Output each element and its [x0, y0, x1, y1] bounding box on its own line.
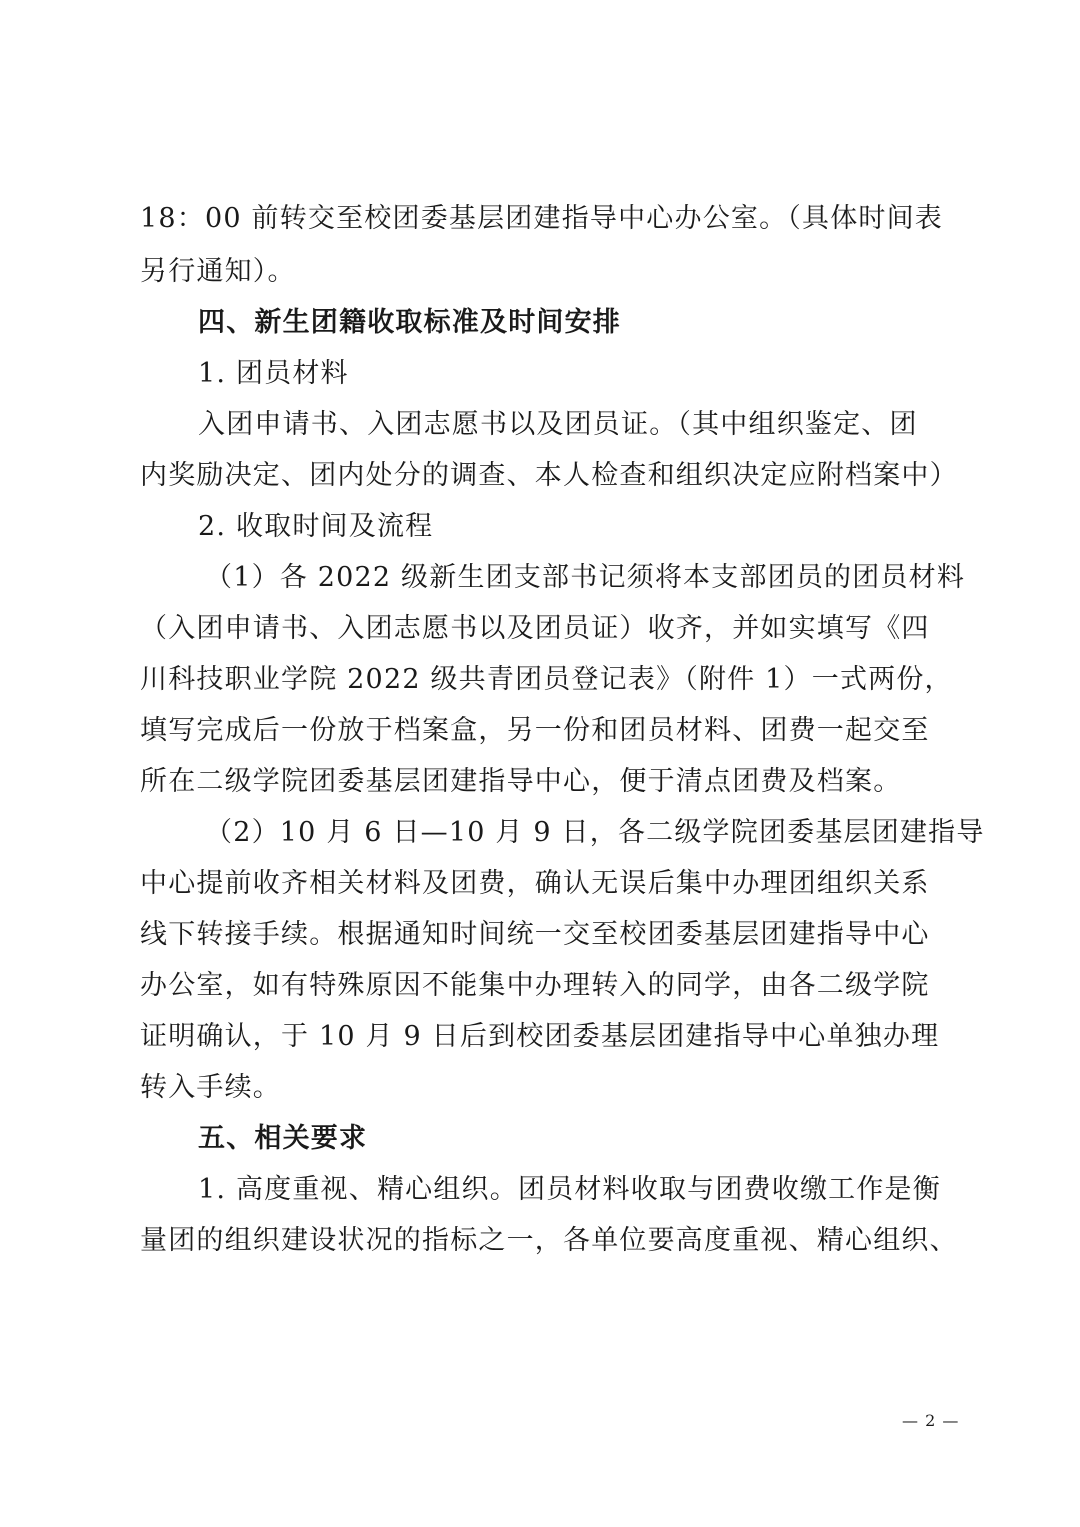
subsection-heading: 1. 团员材料: [198, 358, 349, 389]
paragraph-line: 川科技职业学院 2022 级共青团员登记表》（附件 1）一式两份，: [140, 664, 953, 695]
paragraph-line: 另行通知）。: [140, 256, 296, 287]
paragraph-line: 证明确认，于 10 月 9 日后到校团委基层团建指导中心单独办理: [140, 1021, 940, 1052]
paragraph-line: 18：00 前转交至校团委基层团建指导中心办公室。（具体时间表: [140, 203, 943, 234]
paragraph-line: 1. 高度重视、精心组织。团员材料收取与团费收缴工作是衡: [198, 1174, 941, 1205]
paragraph-line: （入团申请书、入团志愿书以及团员证）收齐，并如实填写《四: [140, 613, 930, 644]
paragraph-line: 办公室，如有特殊原因不能集中办理转入的同学，由各二级学院: [140, 970, 930, 1001]
subsection-heading: 2. 收取时间及流程: [198, 511, 434, 542]
paragraph-line: （2）10 月 6 日—10 月 9 日，各二级学院团委基层团建指导: [205, 817, 985, 848]
paragraph-line: 线下转接手续。根据通知时间统一交至校团委基层团建指导中心: [140, 919, 930, 950]
paragraph-line: 转入手续。: [140, 1072, 281, 1103]
paragraph-line: 填写完成后一份放于档案盒，另一份和团员材料、团费一起交至: [140, 715, 930, 746]
page-number: — 2 —: [902, 1411, 960, 1430]
section-heading: 四、新生团籍收取标准及时间安排: [198, 307, 621, 338]
paragraph-line: 中心提前收齐相关材料及团费，确认无误后集中办理团组织关系: [140, 868, 930, 899]
paragraph-line: 量团的组织建设状况的指标之一，各单位要高度重视、精心组织、: [140, 1225, 958, 1256]
paragraph-line: 入团申请书、入团志愿书以及团员证。（其中组织鉴定、团: [198, 409, 918, 440]
paragraph-line: 内奖励决定、团内处分的调查、本人检查和组织决定应附档案中）: [140, 460, 958, 491]
paragraph-line: （1）各 2022 级新生团支部书记须将本支部团员的团员材料: [205, 562, 966, 593]
paragraph-line: 所在二级学院团委基层团建指导中心，便于清点团费及档案。: [140, 766, 902, 797]
section-heading: 五、相关要求: [198, 1123, 368, 1154]
